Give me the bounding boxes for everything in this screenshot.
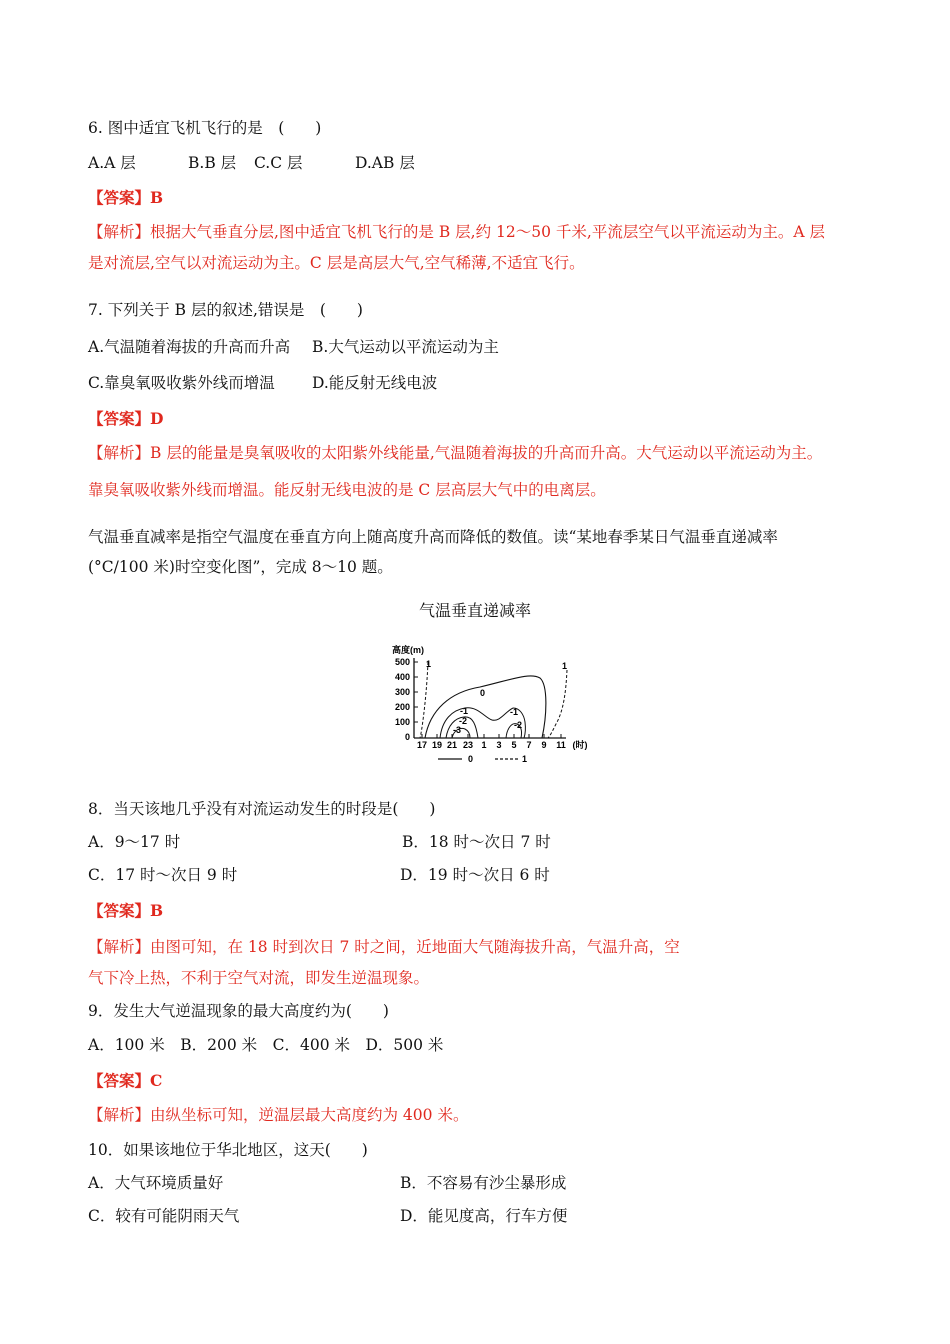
q9-answer: 【答案】C [88,1071,163,1090]
q9-analysis: 【解析】由纵坐标可知，逆温层最大高度约为 400 米。 [88,1106,469,1124]
y-axis-label: 高度(m) [392,645,424,655]
q6-option-d: D.AB 层 [355,154,415,172]
x-tick-label: 7 [526,740,532,750]
y-tick-label: 200 [394,702,410,712]
q8-analysis-line2: 气下冷上热，不利于空气对流，即发生逆温现象。 [88,969,430,987]
y-tick-label: 400 [394,672,410,682]
q10-option-a: A．大气环境质量好 [88,1174,224,1192]
q7-option-b: B.大气运动以平流运动为主 [312,338,499,356]
contour-label: -2 [459,716,468,726]
figure-title: 气温垂直递减率 [418,601,531,620]
q7-analysis-line1: 【解析】B 层的能量是臭氧吸收的太阳紫外线能量,气温随着海拔的升高而升高。大气运动以平流运动为主。 [88,444,823,462]
q10-option-c: C．较有可能阴雨天气 [88,1207,240,1225]
q7-option-a: A.气温随着海拔的升高而升高 [88,338,291,356]
x-tick-label: 9 [541,740,547,750]
x-tick-label: 23 [462,740,474,750]
q6-analysis-line2: 是对流层,空气以对流运动为主。C 层是高层大气,空气稀薄,不适宜飞行。 [88,254,585,272]
y-tick-label: 500 [394,657,410,667]
y-tick-label: 100 [394,717,410,727]
q8-option-c: C．17 时～次日 9 时 [88,866,238,884]
q7-answer: 【答案】D [88,409,164,428]
q10-option-d: D．能见度高，行车方便 [400,1207,568,1225]
q6-option-c: C.C 层 [254,154,303,172]
x-axis-unit: (时) [572,740,588,750]
q6-answer: 【答案】B [88,188,164,207]
q10-stem: 10．如果该地位于华北地区，这天( ) [88,1141,368,1159]
x-tick-label: 1 [481,740,487,750]
y-tick-label: 300 [394,687,410,697]
contour-0 [425,676,546,738]
q8-option-a: A．9～17 时 [88,833,181,851]
contour-label: -1 [460,706,469,716]
q10-option-b: B．不容易有沙尘暴形成 [400,1174,567,1192]
q8-stem: 8．当天该地几乎没有对流运动发生的时段是( ) [88,800,436,818]
q7-analysis-line2: 靠臭氧吸收紫外线而增温。能反射无线电波的是 C 层高层大气中的电离层。 [88,481,606,499]
contour-label: 0 [480,688,486,698]
contour-label: -3 [453,725,462,735]
q7-option-c: C.靠臭氧吸收紫外线而增温 [88,374,275,392]
contour-label: -1 [510,707,519,717]
q6-stem: 6. 图中适宜飞机飞行的是 ( ) [88,119,322,137]
q8-analysis-line1: 【解析】由图可知，在 18 时到次日 7 时之间，近地面大气随海拔升高，气温升高，空 [88,938,680,956]
legend-dashed-label: 1 [522,754,528,764]
contour-minus1 [440,708,513,738]
contour-label: 1 [562,661,568,671]
x-tick-label: 17 [416,740,428,750]
x-tick-label: 21 [446,740,458,750]
q6-analysis-line1: 【解析】根据大气垂直分层,图中适宜飞机飞行的是 B 层,约 12～50 千米,平流层空气以平流运动为主。A 层 [88,223,825,241]
q9-options: A．100 米 B．200 米 C．400 米 D．500 米 [88,1036,444,1054]
q6-option-a: A.A 层 [88,154,136,172]
contour-1-right [548,670,567,738]
contour-1-left [420,662,428,738]
y-tick-label: 0 [404,732,410,742]
q7-option-d: D.能反射无线电波 [312,374,438,392]
contour-label: -2 [514,720,523,730]
intro-line2: (°C/100 米)时空变化图”，完成 8～10 题。 [88,558,393,576]
x-tick-label: 5 [511,740,517,750]
q8-option-b: B．18 时～次日 7 时 [402,833,551,851]
q9-stem: 9．发生大气逆温现象的最大高度约为( ) [88,1002,389,1020]
q8-option-d: D．19 时～次日 6 时 [400,866,550,884]
contour-label: 1 [426,659,432,669]
lapse-rate-chart [380,640,600,770]
q7-stem: 7. 下列关于 B 层的叙述,错误是 ( ) [88,301,363,319]
intro-line1: 气温垂直减率是指空气温度在垂直方向上随高度升高而降低的数值。读“某地春季某日气温垂直递减率 [88,528,778,546]
x-tick-label: 3 [496,740,502,750]
x-tick-label: 19 [431,740,443,750]
legend-solid-label: 0 [468,754,474,764]
q8-answer: 【答案】B [88,901,164,920]
q6-option-b: B.B 层 [188,154,237,172]
x-tick-label: 11 [556,740,566,750]
